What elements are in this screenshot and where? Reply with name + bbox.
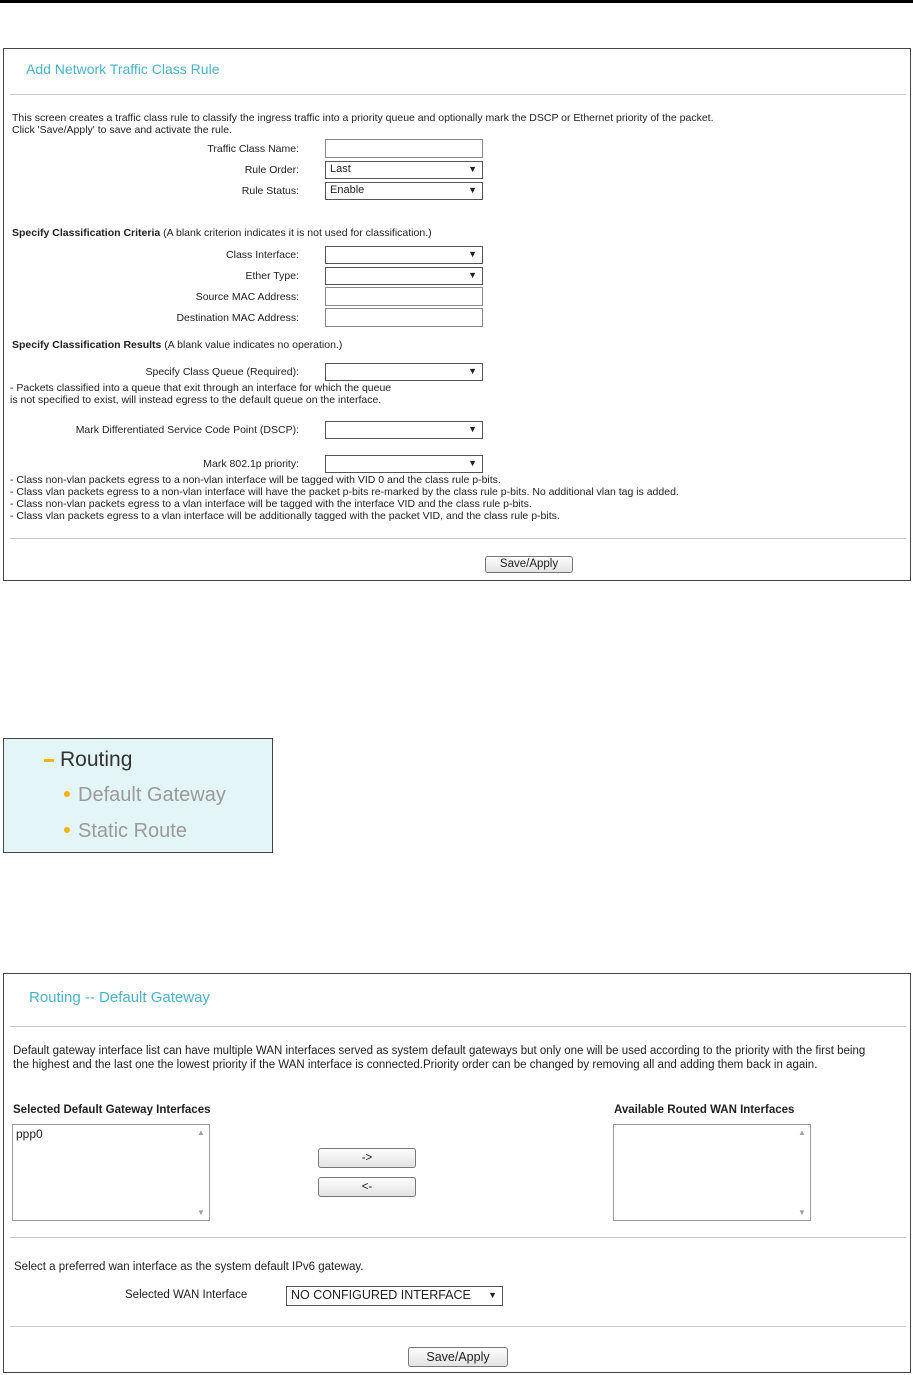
priority-select[interactable]	[325, 455, 483, 473]
dscp-label: Mark Differentiated Service Code Point (DSCP):	[75, 424, 299, 436]
traffic-class-name-input[interactable]	[325, 139, 483, 158]
rule-order-select[interactable]	[325, 161, 483, 179]
ether-type-select[interactable]	[325, 267, 483, 285]
menu-group-routing[interactable]: Routing	[60, 748, 133, 771]
dscp-select[interactable]	[325, 421, 483, 439]
class-interface-select[interactable]	[325, 246, 483, 264]
class-queue-select[interactable]	[325, 363, 483, 381]
scroll-up-icon[interactable]: ▲	[197, 1128, 205, 1137]
class-queue-label: Specify Class Queue (Required):	[145, 366, 299, 378]
traffic-class-rule-panel	[3, 48, 911, 581]
page-title: Routing -- Default Gateway	[29, 989, 210, 1006]
source-mac-input[interactable]	[325, 287, 483, 306]
available-interfaces-list[interactable]	[613, 1124, 811, 1221]
ipv6-note: Select a preferred wan interface as the system default IPv6 gateway.	[14, 1261, 364, 1273]
dropdown-arrow-icon: ▼	[488, 1290, 497, 1300]
queue-note-2: is not specified to exist, will instead egress to the default queue on the interface.	[10, 394, 382, 406]
results-heading	[12, 339, 342, 351]
available-interfaces-heading: Available Routed WAN Interfaces	[614, 1104, 795, 1116]
routing-menu	[3, 738, 273, 853]
dropdown-arrow-icon: ▼	[468, 249, 477, 259]
top-divider	[0, 0, 913, 3]
traffic-class-name-label: Traffic Class Name:	[207, 143, 299, 155]
selected-interfaces-list[interactable]	[12, 1124, 210, 1221]
wan-interface-value: NO CONFIGURED INTERFACE	[291, 1288, 471, 1302]
save-apply-button[interactable]: Save/Apply	[408, 1347, 508, 1367]
page-title: Add Network Traffic Class Rule	[26, 61, 220, 77]
intro-text-2: Click 'Save/Apply' to save and activate the rule.	[12, 124, 232, 136]
criteria-heading-bold: Specify Classification Criteria	[12, 227, 161, 239]
source-mac-label: Source MAC Address:	[195, 291, 299, 303]
collapse-dash-icon[interactable]	[44, 759, 54, 762]
rule-status-select[interactable]	[325, 182, 483, 200]
dropdown-arrow-icon: ▼	[468, 366, 477, 376]
move-right-button[interactable]: ->	[318, 1148, 416, 1168]
scrollbar[interactable]	[794, 1125, 810, 1220]
dest-mac-label: Destination MAC Address:	[176, 312, 299, 324]
bullet-icon	[64, 827, 70, 833]
rule-order-value: Last	[330, 163, 351, 175]
title-divider	[10, 94, 906, 95]
egress-note: - Class non-vlan packets egress to a vlan interface will be tagged with the interface VID and the class rule p-bits.	[10, 498, 532, 510]
results-heading-note: (A blank value indicates no operation.)	[161, 339, 343, 351]
wan-interface-label: Selected WAN Interface	[125, 1289, 248, 1301]
footer-divider	[10, 538, 906, 539]
rule-status-label: Rule Status:	[241, 185, 299, 197]
gateway-description: Default gateway interface list can have multiple WAN interfaces served as system default gateways but only one will be used according to the priority with the first being	[13, 1045, 866, 1057]
intro-text: This screen creates a traffic class rule to classify the ingress traffic into a priority queue and optionally mark the DSCP or Ethernet priority of the packet.	[12, 112, 714, 124]
scroll-down-icon[interactable]: ▼	[197, 1208, 205, 1217]
menu-item-static-route[interactable]: Static Route	[78, 820, 187, 842]
save-apply-button[interactable]: Save/Apply	[485, 556, 573, 573]
class-interface-label: Class Interface:	[226, 249, 299, 261]
rule-status-value: Enable	[330, 184, 365, 196]
scroll-down-icon[interactable]: ▼	[798, 1208, 806, 1217]
egress-note: - Class vlan packets egress to a vlan interface will be additionally tagged with the packet VID, and the class rule p-bits.	[10, 510, 560, 522]
footer-divider	[10, 1326, 906, 1327]
dropdown-arrow-icon: ▼	[468, 424, 477, 434]
dropdown-arrow-icon: ▼	[468, 270, 477, 280]
wan-interface-select[interactable]	[286, 1286, 503, 1306]
ether-type-label: Ether Type:	[245, 270, 299, 282]
default-gateway-panel	[3, 973, 911, 1373]
dropdown-arrow-icon: ▼	[468, 164, 477, 174]
egress-note: - Class non-vlan packets egress to a non-vlan interface will be tagged with VID 0 and the class rule p-bits.	[10, 474, 501, 486]
list-item[interactable]: ppp0	[16, 1127, 43, 1141]
priority-label: Mark 802.1p priority:	[203, 458, 299, 470]
gateway-description-2: the highest and the last one the lowest priority if the WAN interface is connected.Priority order can be changed by removing all and adding them back in again.	[13, 1059, 818, 1071]
criteria-heading-note: (A blank criterion indicates it is not used for classification.)	[160, 227, 432, 239]
criteria-heading	[12, 227, 432, 239]
title-divider	[10, 1026, 906, 1027]
dropdown-arrow-icon: ▼	[468, 185, 477, 195]
dropdown-arrow-icon: ▼	[468, 458, 477, 468]
dest-mac-input[interactable]	[325, 308, 483, 327]
scrollbar[interactable]	[193, 1125, 209, 1220]
egress-note: - Class vlan packets egress to a non-vlan interface will have the packet p-bits re-marked by the class rule p-bits. No additional vlan tag is added.	[10, 486, 679, 498]
scroll-up-icon[interactable]: ▲	[798, 1128, 806, 1137]
bullet-icon	[64, 791, 70, 797]
results-heading-bold: Specify Classification Results	[12, 339, 162, 351]
section-divider	[10, 1237, 906, 1238]
rule-order-label: Rule Order:	[244, 164, 299, 176]
queue-note: - Packets classified into a queue that exit through an interface for which the queue	[10, 382, 392, 394]
menu-item-default-gateway[interactable]: Default Gateway	[78, 784, 226, 806]
move-left-button[interactable]: <-	[318, 1177, 416, 1197]
selected-interfaces-heading: Selected Default Gateway Interfaces	[13, 1104, 211, 1116]
